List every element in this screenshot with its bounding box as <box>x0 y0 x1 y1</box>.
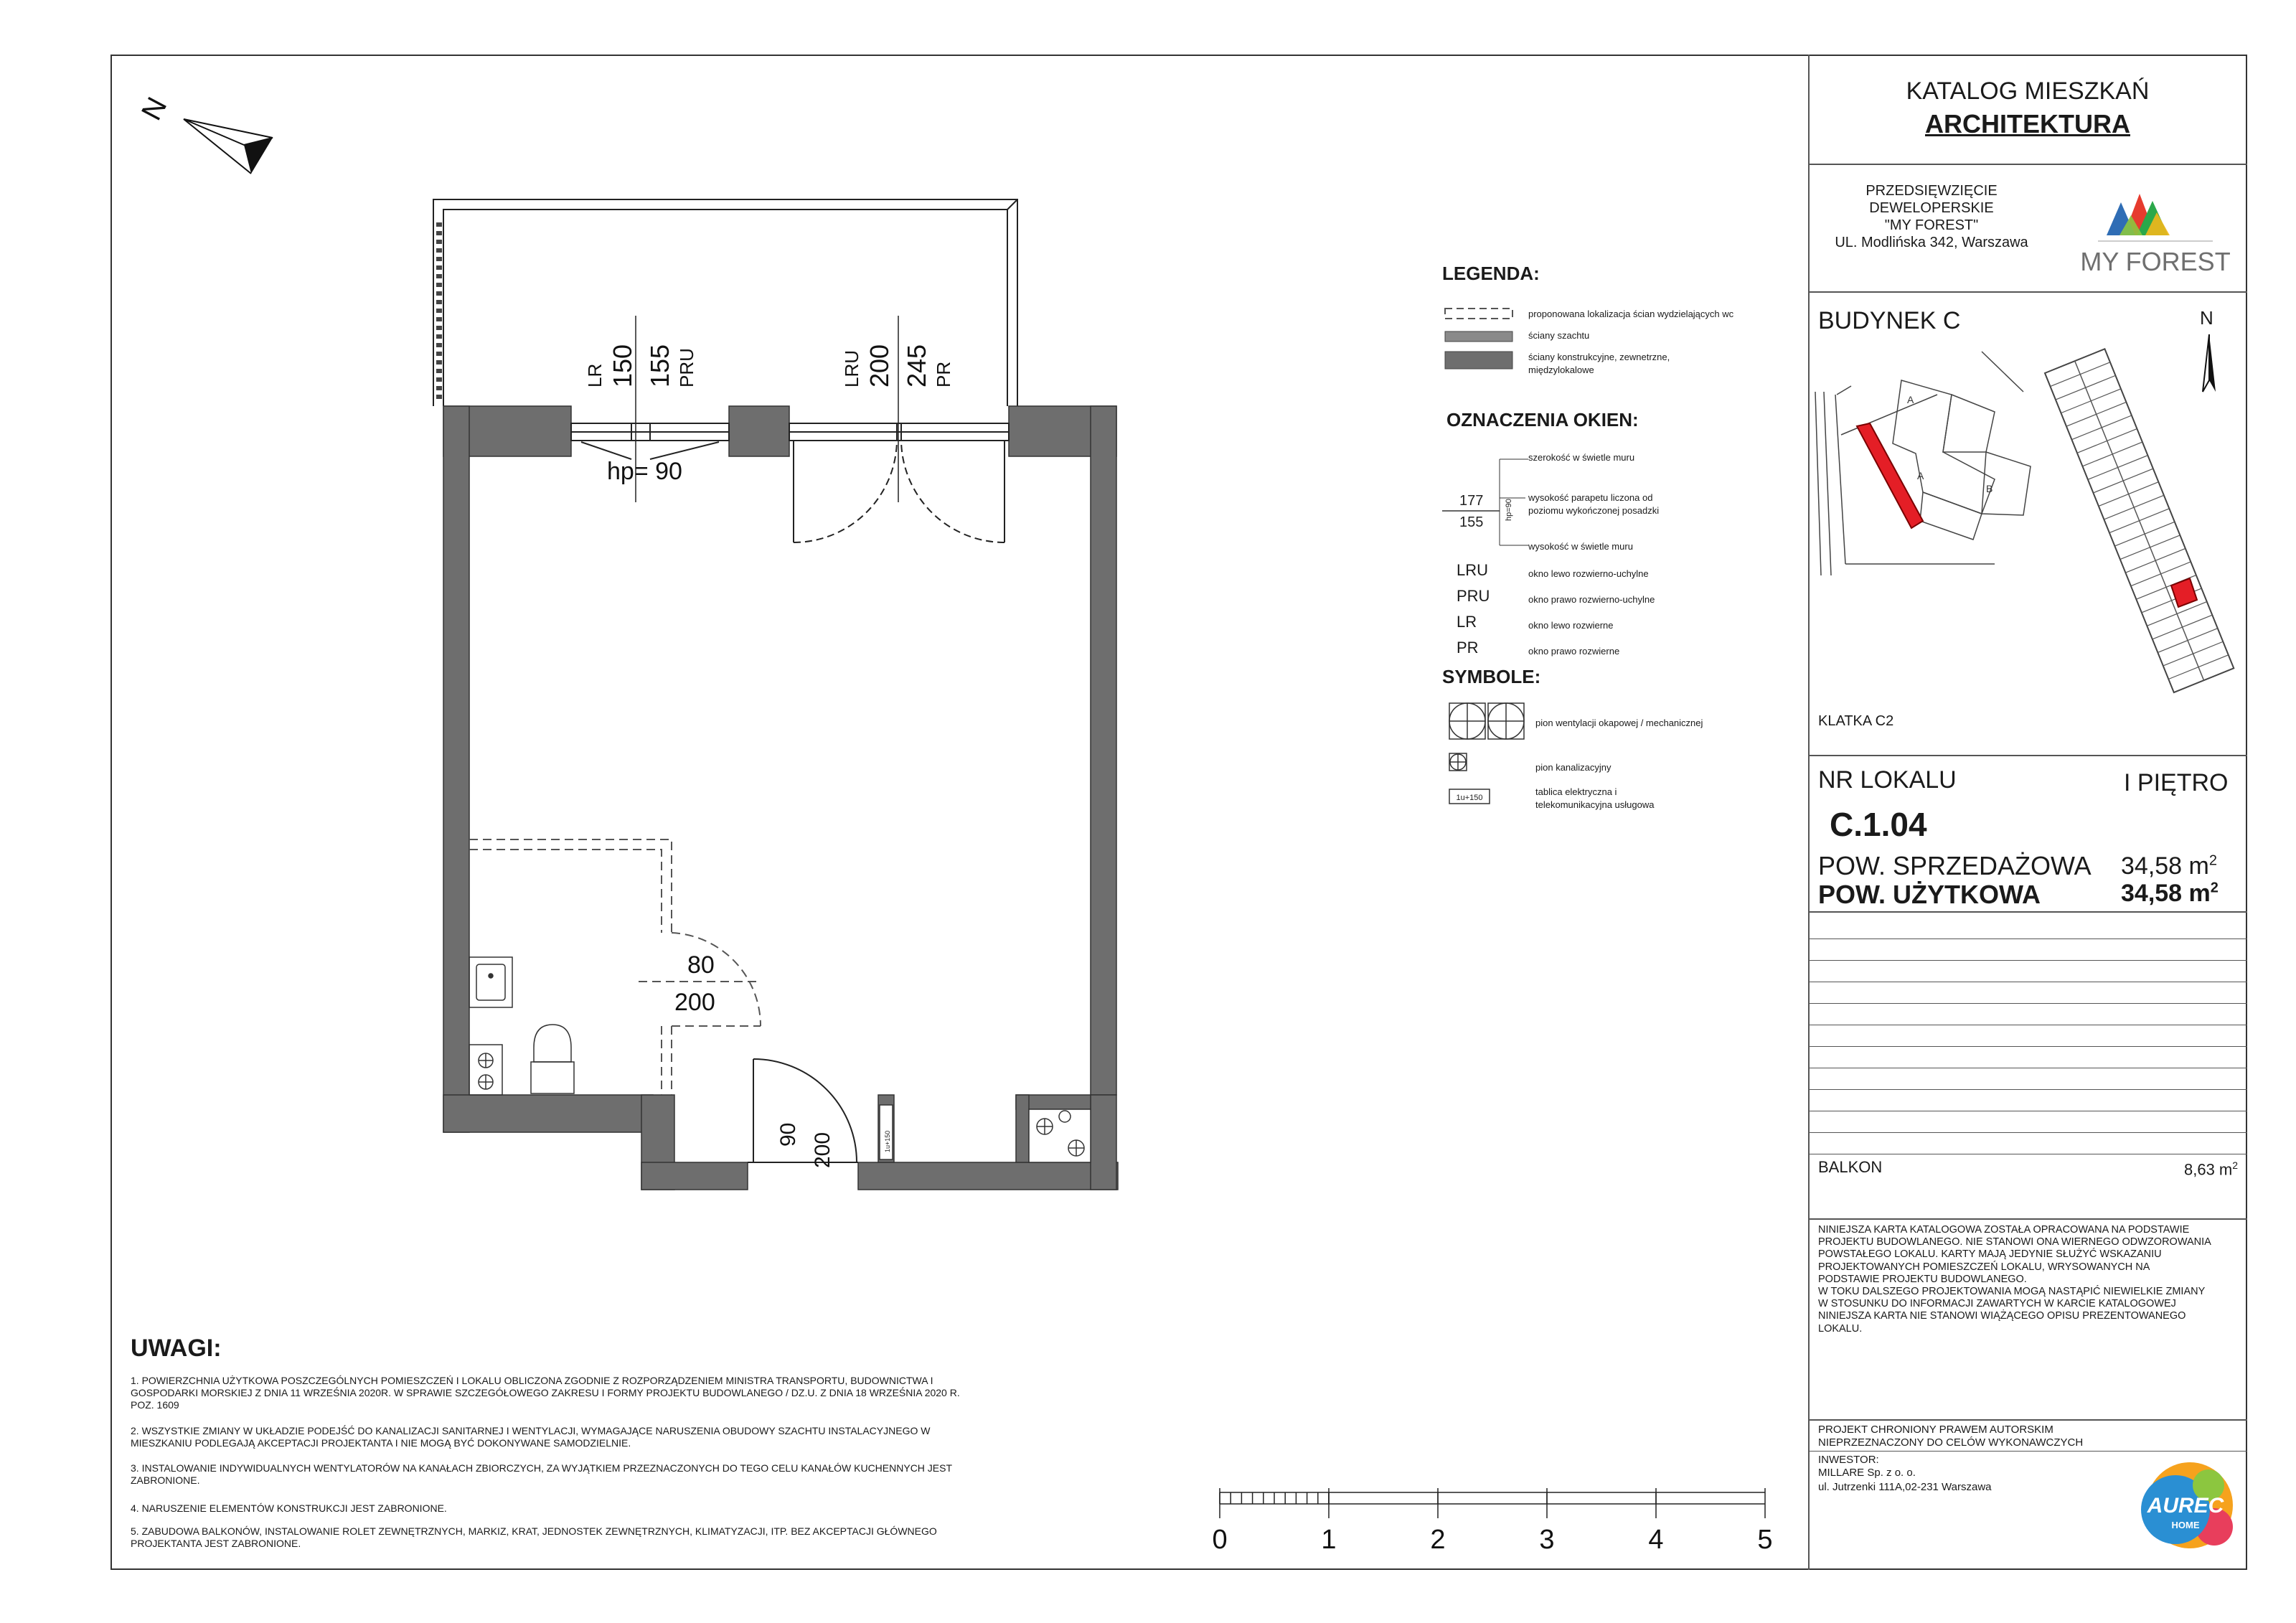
windows-title: OZNACZENIA OKIEN: <box>1446 409 1639 431</box>
balustrade-bar <box>436 257 442 261</box>
unit-number: C.1.04 <box>1830 806 1927 843</box>
entry-door-width: 90 <box>776 1122 800 1147</box>
scale-bar <box>1213 1485 1787 1564</box>
usable-area-label: POW. UŻYTKOWA <box>1818 880 2041 909</box>
symbol-desc: tablica elektryczna i <box>1535 786 1617 797</box>
kitchen-shaft <box>1029 1109 1091 1162</box>
project-address: UL. Modlińska 342, Warszawa <box>1835 235 2028 250</box>
entry-door-height: 200 <box>811 1132 834 1168</box>
window-code: PR <box>1457 639 1479 657</box>
window-code-desc: okno lewo rozwierne <box>1528 620 1614 631</box>
balustrade-bar <box>436 248 442 253</box>
tablet-tag: 1u+150 <box>1456 794 1483 802</box>
window-bottom-value: 155 <box>1459 514 1484 530</box>
usable-area-sup: 2 <box>2210 880 2219 896</box>
window-code: LR <box>1457 613 1477 631</box>
window-1 <box>571 423 729 459</box>
disclaimer-line: LOKALU. <box>1818 1322 1863 1335</box>
aurec-brand: AUREC <box>2147 1494 2224 1518</box>
my-forest-logo <box>2080 187 2231 280</box>
scale-label: 0 <box>1212 1525 1228 1555</box>
win2-height: 245 <box>902 344 931 387</box>
balustrade-bar <box>436 334 442 339</box>
disclaimer-line: PROJEKTOWANYCH POMIESZCZEŃ LOKALU, WRYSOWANYCH NA <box>1818 1261 2150 1273</box>
title-block-divider <box>1808 55 1810 1570</box>
balcony-balustrade <box>436 222 442 399</box>
copyright-line2: NIEPRZEZNACZONY DO CELÓW WYKONAWCZYCH <box>1818 1436 2084 1449</box>
wc-door-height: 200 <box>674 989 715 1016</box>
wc-door-width: 80 <box>687 951 715 979</box>
balustrade-bar <box>436 309 442 313</box>
title-rule <box>1808 911 2247 913</box>
title-row-line <box>1808 938 2247 939</box>
symbol-desc: pion wentylacji okapowej / mechanicznej <box>1535 718 1703 728</box>
win1-height: 155 <box>645 344 674 387</box>
scale-label: 4 <box>1648 1525 1664 1555</box>
site-key-plan <box>1815 352 2246 739</box>
title-row-line <box>1808 960 2247 961</box>
win1-type2: PRU <box>676 348 697 387</box>
balustrade-bar <box>436 291 442 296</box>
window-hp-value: hp=90 <box>1505 499 1513 521</box>
title-row-line <box>1808 1089 2247 1090</box>
svg-text:A: A <box>1917 470 1924 481</box>
sales-area-sup: 2 <box>2208 852 2217 869</box>
disclaimer-line: NINIEJSZA KARTA KATALOGOWA ZOSTAŁA OPRACOWANA NA PODSTAWIE <box>1818 1224 2190 1236</box>
scale-label: 2 <box>1430 1525 1446 1555</box>
disclaimer-line: NINIEJSZA KARTA NIE STANOWI WIĄŻĄCEGO OPISU PREZENTOWANEGO <box>1818 1310 2186 1322</box>
floor-label: I PIĘTRO <box>2124 769 2229 796</box>
title-rule <box>1808 1419 2247 1421</box>
title-rule <box>1808 1218 2247 1220</box>
disclaimer <box>1818 1224 2211 1335</box>
legend-item: ściany konstrukcyjne, zewnetrzne, <box>1528 352 1670 362</box>
win2-width: 200 <box>865 344 894 387</box>
win1-type: LR <box>584 363 606 387</box>
north-arrow-label: N <box>135 92 174 126</box>
title-row-line <box>1808 1003 2247 1004</box>
win2-type2: PR <box>933 361 954 387</box>
window-code: LRU <box>1457 561 1489 579</box>
architecture-title: ARCHITEKTURA <box>1925 109 2130 138</box>
wc-walls <box>469 839 761 1095</box>
window-top-value: 177 <box>1459 493 1484 509</box>
balustrade-bar <box>436 352 442 356</box>
legend-swatches <box>1444 306 1515 370</box>
title-rule <box>1808 755 2247 756</box>
note-item: 2. WSZYSTKIE ZMIANY W UKŁADZIE PODEJŚĆ DO KANALIZACJI SANITARNEJ I WENTYLACJI, WYMAGAJĄCE NARUSZENIA OBUDOWY SZACHTU INSTALACYJNEGO W MIESZKANIU PODLEGAJĄ AKCEPTACJI PROJEKTANTA I NIE MOGĄ BYĆ DOKONYWANE SAMODZIELNIE. <box>131 1425 931 1449</box>
project-line2: DEWELOPERSKIE <box>1869 200 1994 216</box>
title-rule <box>1808 291 2247 293</box>
window-code: PRU <box>1457 587 1490 605</box>
project-line1: PRZEDSIĘWZIĘCIE <box>1866 183 1998 199</box>
investor-name: MILLARE Sp. z o. o. <box>1818 1467 1916 1479</box>
symbol-desc: telekomunikacyjna usługowa <box>1535 799 1655 810</box>
notes-title: UWAGI: <box>131 1335 222 1362</box>
walls <box>443 406 1118 1190</box>
scale-label: 5 <box>1757 1525 1773 1555</box>
building-label: BUDYNEK C <box>1818 307 1961 334</box>
win1-width: 150 <box>608 344 637 387</box>
north-label: N <box>2200 307 2213 329</box>
balustrade-bar <box>436 395 442 399</box>
balcony-value: 8,63 $m^2$ <box>2184 1159 2239 1179</box>
window-key-diagram <box>1442 456 1543 550</box>
note-item: 1. POWIERZCHNIA UŻYTKOWA POSZCZEGÓLNYCH POMIESZCZEŃ I LOKALU OBLICZONA ZGODNIE Z ROZPORZĄDZENIEM MINISTRA TRANSPORTU, BUDOWNICTWA I GOSPODARKI MORSKIEJ Z DNIA 11 WRZEŚNIA 2020R. W SPRAWIE SZCZEGÓŁOWEGO ZAKRESU I FORMY PROJEKTU BUDOWLANEGO / DZ.U. Z DNIA 18 WRZEŚNIA 2020 R. POZ. 1609 <box>131 1375 960 1411</box>
win1-hp: hp= 90 <box>607 458 682 485</box>
balcony-sup: 2 <box>2232 1159 2239 1171</box>
win2-type: LRU <box>841 349 862 387</box>
disclaimer-line: W STOSUNKU DO INFORMACJI ZAWARTYCH W KARCIE KATALOGOWEJ <box>1818 1298 2176 1310</box>
disclaimer-line: POWSTAŁEGO LOKALU. KARTY MAJĄ JEDYNIE SŁUŻYĆ WSKAZANIU <box>1818 1248 2162 1261</box>
unit-label: NR LOKALU <box>1818 766 1957 794</box>
scale-label: 3 <box>1539 1525 1555 1555</box>
window-width-desc: szerokość w świetle muru <box>1528 452 1635 463</box>
balustrade-bar <box>436 283 442 287</box>
legend-title: LEGENDA: <box>1442 263 1540 284</box>
note-item: 4. NARUSZENIE ELEMENTÓW KONSTRUKCJI JEST ZABRONIONE. <box>131 1502 447 1514</box>
usable-area-value: 34,58 $m^2$ <box>2121 880 2219 907</box>
title-rule <box>1808 1451 2247 1452</box>
catalog-title: KATALOG MIESZKAŃ <box>1906 77 2150 105</box>
balcony-label: BALKON <box>1818 1158 1883 1176</box>
investor-label: INWESTOR: <box>1818 1454 1879 1466</box>
stair-label: KLATKA C2 <box>1818 713 1894 729</box>
title-row-line <box>1808 1132 2247 1133</box>
title-row-line <box>1808 1046 2247 1047</box>
svg-text:A: A <box>1907 394 1914 405</box>
balustrade-bar <box>436 274 442 278</box>
symbol-desc: pion kanalizacyjny <box>1535 762 1612 773</box>
panel-tag: 1u+150 <box>884 1130 891 1152</box>
window-code-desc: okno prawo rozwierne <box>1528 646 1620 657</box>
legend-item: międzylokalowe <box>1528 364 1594 375</box>
bathroom-fixtures <box>469 957 574 1095</box>
investor-address: ul. Jutrzenki 111A,02-231 Warszawa <box>1818 1481 1992 1493</box>
balustrade-bar <box>436 326 442 330</box>
window-code-desc: okno prawo rozwierno-uchylne <box>1528 594 1655 605</box>
window-parapet-desc: wysokość parapetu liczona od <box>1528 492 1653 503</box>
copyright-line1: PROJEKT CHRONIONY PRAWEM AUTORSKIM <box>1818 1424 2053 1436</box>
entry-door <box>748 1059 858 1162</box>
window-parapet-desc: poziomu wykończonej posadzki <box>1528 505 1660 516</box>
title-rule <box>1808 164 2247 165</box>
balustrade-bar <box>436 300 442 304</box>
note-item: 3. INSTALOWANIE INDYWIDUALNYCH WENTYLATORÓW NA KANAŁACH ZBIORCZYCH, ZA WYJĄTKIEM PRZEZNACZONYCH DO TEGO CELU KANAŁÓW KUCHENNYCH JEST ZABRONIONE. <box>131 1462 952 1486</box>
balustrade-bar <box>436 343 442 347</box>
my-forest-brand: MY FOREST <box>2080 247 2231 276</box>
aurec-sub: HOME <box>2171 1520 2200 1530</box>
scale-label: 1 <box>1321 1525 1337 1555</box>
disclaimer-line: W TOKU DALSZEGO PROJEKTOWANIA MOGĄ NASTĄPIĆ NIEWIELKIE ZMIANY <box>1818 1286 2206 1298</box>
balustrade-bar <box>436 231 442 235</box>
symbol-icons <box>1446 700 1533 815</box>
balustrade-bar <box>436 360 442 364</box>
window-height-desc: wysokość w świetle muru <box>1528 541 1633 552</box>
disclaimer-line: PODSTAWIE PROJEKTU BUDOWLANEGO. <box>1818 1273 2027 1285</box>
balustrade-bar <box>436 240 442 244</box>
legend-item: ściany szachtu <box>1528 330 1590 341</box>
balustrade-bar <box>436 377 442 382</box>
disclaimer-line: PROJEKTU BUDOWLANEGO. NIE STANOWI ONA WIERNEGO ODWZOROWANIA <box>1818 1236 2211 1248</box>
aurec-logo <box>2134 1461 2246 1550</box>
window-2 <box>789 423 1009 542</box>
balustrade-bar <box>436 369 442 373</box>
legend-item: proponowana lokalizacja ścian wydzielających wc <box>1528 309 1734 319</box>
note-item: 5. ZABUDOWA BALKONÓW, INSTALOWANIE ROLET ZEWNĘTRZNYCH, MARKIZ, KRAT, JEDNOSTEK ZEWNĘTRZNYCH, KLIMATYZACJI, ITP. BEZ AKCEPTACJI GŁÓWNEGO PROJEKTANTA JEST ZABRONIONE. <box>131 1525 937 1549</box>
balustrade-bar <box>436 265 442 270</box>
window-code-desc: okno lewo rozwierno-uchylne <box>1528 568 1649 579</box>
floor-plan <box>0 0 1234 1234</box>
svg-text:B: B <box>1986 483 1993 494</box>
sales-area-value: 34,58 $m^2$ <box>2121 852 2217 880</box>
balustrade-bar <box>436 222 442 227</box>
balustrade-bar <box>436 386 442 390</box>
balustrade-bar <box>436 317 442 321</box>
symbols-title: SYMBOLE: <box>1442 666 1541 687</box>
sales-area-label: POW. SPRZEDAŻOWA <box>1818 851 2092 880</box>
project-line3: "MY FOREST" <box>1884 217 1979 233</box>
